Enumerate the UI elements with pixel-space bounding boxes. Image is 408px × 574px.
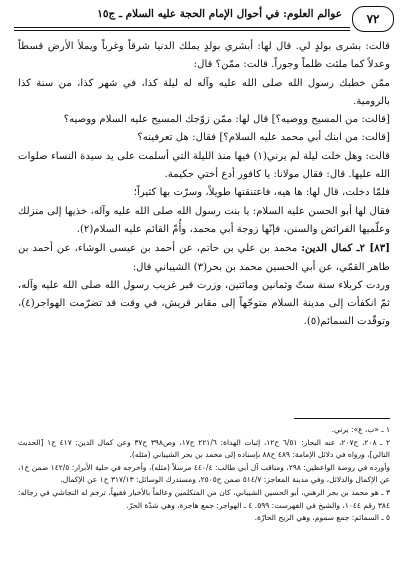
footnote-1: ١ ـ «ب، ع»: يرني. xyxy=(331,425,390,434)
paragraph-5: قالت: وهل خلت ليلة لم يرني(١) فيها منذ الليلة التي أسلمت على يد سيدة النساء صلوات الله عليها. قال: فقال مولانا: يا كافور أدع أختي حكيمة. xyxy=(18,150,390,181)
paragraph-6: فلمّا دخلت، قال لها: ها هيه، فاعتنقتها طويلاً، وسرّت بها كثيراً؛ xyxy=(133,187,390,199)
page-number: ٧٢ xyxy=(352,6,394,32)
main-text xyxy=(18,38,390,332)
paragraph-3: [قالت: من المسيح ووصيه؟] قال لها: ممّن زوّجك المسيح عليه السلام ووصيه؟ xyxy=(63,114,390,126)
page-header xyxy=(14,6,394,30)
paragraph-1: قالت: بشرى بولدٍ لي. قال لها: أبشري بولدٍ يملك الدنيا شرقاً وغرباً ويملأ الأرض قسطاً وعدلاً كما ملئت ظلماً وجوراً. قالت: ممّن؟ قال: xyxy=(18,41,390,71)
hadith-heading: [٨٣] ٢ـ كمال الدين: xyxy=(301,242,390,255)
paragraph-7: فقال لها أبو الحسن عليه السلام: يا بنت رسول الله صلى الله عليه وآله، خذيها إلى منزلك وعلّميها الفرائض والسنن، فإنّها زوجة أبي محمد، وأُمّ القائم عليه السلام(٢). xyxy=(18,205,390,235)
footnote-2: ٢ ـ ٢٠٨، ح٢٠٧، عنه البحار: ٦/٥١ ح١٢، إثبات الهداة: ٢٢١/٦ ح١٧، وص٣٩٨ ح٣٧ وعن كمال الدين: ٤١٧ ح١ [الحديث التالي]، ورواه في دلائل الإمامة: ٤٨٩ ح٨٨ بإسناده إلى محمد بن بحر الشيباني (مثله). xyxy=(18,437,390,460)
footnote-3-4: ٣ ـ هو محمد بن بحر الرهني، أبو الحسين الشيباني، كان من المتكلمين وعالماً بالأخبار فقيهاً، ترجم له النجاشي في رجاله: ٣٨٤ رقم ١٠٤٤، والشيخ في الفهرست: ٥٩٩. ٤ ـ الهواجر: جمع هاجرة، وهي شدّة الحرّ. xyxy=(18,487,390,510)
paragraph-9: وردت كربلاء سنة ستّ وثمانين ومائتين، وزرت قبر غريب رسول الله صلى الله عليه وآله، ثمّ انكفأت إلى مدينة السلام متوجّهاً إلى مقابر قريش، في وقت قد تضرّمت الهواجر(٤)، وتوقّدت السمائم(٥). xyxy=(18,279,390,328)
footnote-5: ٥ ـ السمائم: جمع سموم، وهي الريح الحارّة. xyxy=(254,513,390,523)
paragraph-4: [قالت: من ابنك أبي محمد عليه السلام؟] فقال: هل تعرفينه؟ xyxy=(137,132,390,144)
footnotes xyxy=(18,424,390,525)
paragraph-2: ممّن خطبك رسول الله صلى الله عليه وآله له ليلة كذا، في شهر كذا، من سنة كذا بالرومية. xyxy=(18,77,390,107)
footnote-divider xyxy=(294,418,390,419)
paragraph-8 xyxy=(18,239,390,277)
header-divider xyxy=(14,27,350,31)
hadith-chain: محمد بن علي بن حاتم، عن أحمد بن عيسى الوشاء، عن أحمد بن طاهر القمّي، عن أبي الحسين محمد بن بحر(٣) الشيباني قال: xyxy=(18,243,390,273)
running-title: عوالم العلوم: في أحوال الإمام الحجة عليه السلام ـ ج١٥ xyxy=(97,8,342,20)
footnote-2-continued: وأورده في روضة الواعظين: ٢٩٨، ومناقب آل أبي طالب: ٤٤٠/٤ مرسلاً (مثله)، وأخرجه في حلية الأبرار: ١٤٢/٥ ضمن ح١، عن الإكمال والدلائل، وفي مدينة المعاجز: ٥١٤/٧ ضمن ح٢٥٠٥، ومستدرك الوسائل: ٣١٧/١٣ ح١ عن الإكمال. xyxy=(18,462,390,485)
